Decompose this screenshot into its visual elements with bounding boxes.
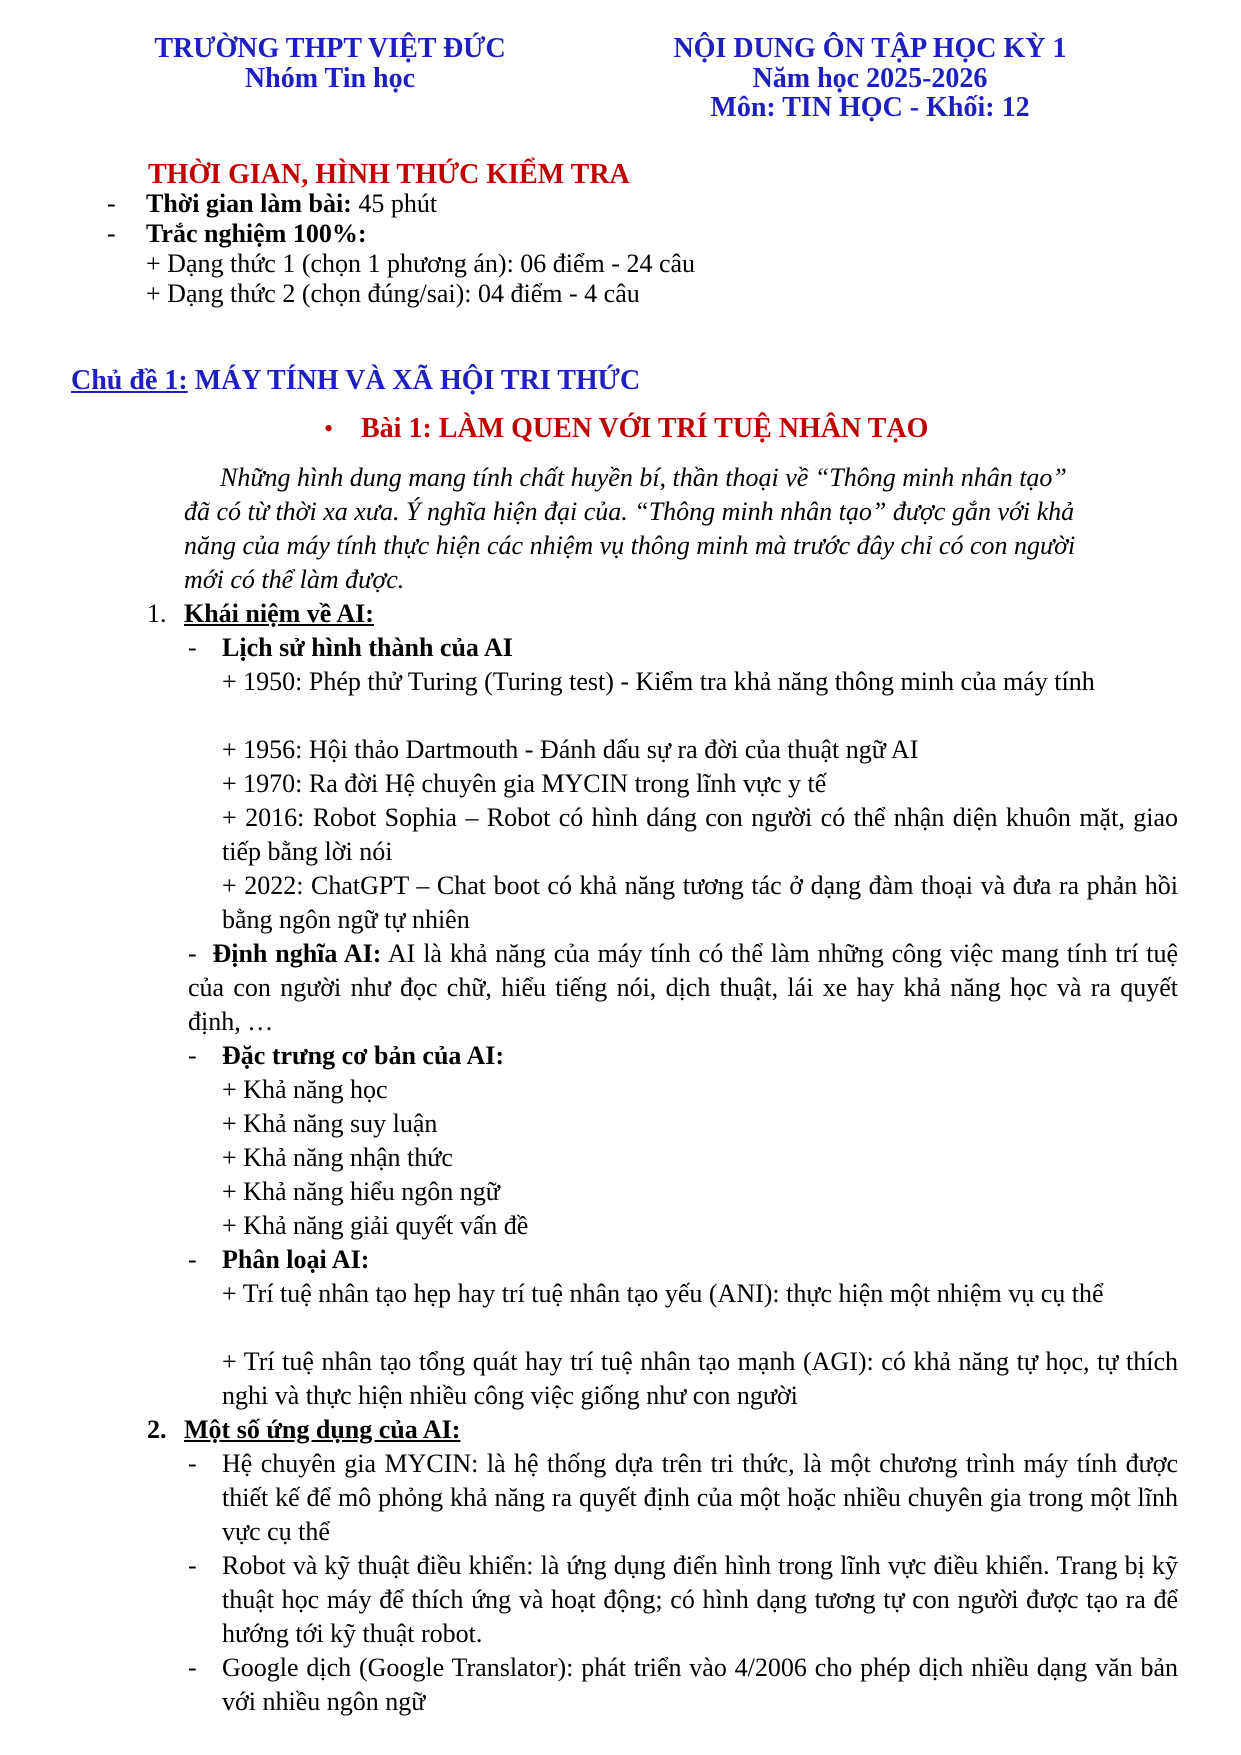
lesson-bullet: • <box>324 414 334 443</box>
lesson-title: Bài 1: LÀM QUEN VỚI TRÍ TUỆ NHÂN TẠO <box>361 413 929 444</box>
history-item: + 1970: Ra đời Hệ chuyên gia MYCIN trong lĩnh vực y tế <box>222 769 827 798</box>
school-name: TRƯỜNG THPT VIỆT ĐỨC <box>154 33 506 64</box>
definition-text: AI là khả năng của máy tính có thể làm những công việc mang tính trí tuệ của con người như đọc chữ, hiểu tiếng nói, dịch thuật, lái xe hay khả năng học và ra quyết định, … <box>188 939 1178 1036</box>
history-item: + 2016: Robot Sophia – Robot có hình dáng con người có thể nhận diện khuôn mặt, giao tiếp bằng lời nói <box>222 803 1178 866</box>
subject-grade: Môn: TIN HỌC - Khối: 12 <box>710 92 1030 123</box>
topic-title: MÁY TÍNH VÀ XÃ HỘI TRI THỨC <box>187 365 641 396</box>
classification-item: + Trí tuệ nhân tạo hẹp hay trí tuệ nhân tạo yếu (ANI): thực hiện một nhiệm vụ cụ thể <box>222 1279 1104 1308</box>
definition-paragraph <box>188 937 1178 1039</box>
intro-line: đã có từ thời xa xưa. Ý nghĩa hiện đại của. “Thông minh nhân tạo” được gắn với khả <box>184 497 1075 526</box>
list-bullet: - <box>107 219 116 248</box>
classification-label: Phân loại AI: <box>222 1245 370 1274</box>
section-number: 2. <box>147 1415 167 1444</box>
list-bullet: - <box>188 1245 197 1274</box>
list-bullet: - <box>188 1653 197 1682</box>
feature-item: + Khả năng suy luận <box>222 1109 438 1138</box>
features-label: Đặc trưng cơ bản của AI: <box>222 1041 505 1070</box>
document-title: NỘI DUNG ÔN TẬP HỌC KỲ 1 <box>673 33 1067 64</box>
exam-time <box>146 187 437 221</box>
intro-line: mới có thể làm được. <box>184 565 405 594</box>
list-bullet: - <box>188 1041 197 1070</box>
application-item: Robot và kỹ thuật điều khiển: là ứng dụng điển hình trong lĩnh vực điều khiển. Trang bị kỹ thuật học máy để thích ứng và hoạt động; có hình dạng tương tự con người được tạo ra để hướng tới kỹ thuật robot. <box>222 1551 1178 1648</box>
section-number: 1. <box>147 599 167 628</box>
list-bullet: - <box>188 1449 197 1478</box>
group-name: Nhóm Tin học <box>244 63 416 94</box>
intro-line: Những hình dung mang tính chất huyền bí, thần thoại về “Thông minh nhân tạo” <box>220 463 1067 492</box>
topic-heading <box>71 364 640 398</box>
section-title: Một số ứng dụng của AI: <box>184 1415 461 1444</box>
section-title: Khái niệm về AI: <box>184 599 374 628</box>
feature-item: + Khả năng hiểu ngôn ngữ <box>222 1177 500 1206</box>
exam-section-title: THỜI GIAN, HÌNH THỨC KIỂM TRA <box>148 159 630 190</box>
list-bullet: - <box>188 1551 197 1580</box>
exam-time-label: Thời gian làm bài: <box>146 189 352 218</box>
exam-time-value: 45 phút <box>351 189 438 218</box>
list-bullet: - <box>188 633 197 662</box>
exam-format-label: Trắc nghiệm 100%: <box>146 219 367 248</box>
intro-line: năng của máy tính thực hiện các nhiệm vụ thông minh mà trước đây chỉ có con người <box>184 531 1076 560</box>
list-bullet: - <box>188 939 197 968</box>
history-item: + 1956: Hội thảo Dartmouth - Đánh dấu sự ra đời của thuật ngữ AI <box>222 735 919 764</box>
exam-form-1: + Dạng thức 1 (chọn 1 phương án): 06 điểm - 24 câu <box>146 249 696 278</box>
feature-item: + Khả năng nhận thức <box>222 1143 453 1172</box>
history-item: + 2022: ChatGPT – Chat boot có khả năng tương tác ở dạng đàm thoại và đưa ra phản hồi bằng ngôn ngữ tự nhiên <box>222 871 1178 934</box>
list-bullet: - <box>107 189 116 218</box>
school-year: Năm học 2025-2026 <box>752 63 988 94</box>
history-label: Lịch sử hình thành của AI <box>222 633 513 662</box>
definition-label: Định nghĩa AI: <box>212 939 382 968</box>
exam-form-2: + Dạng thức 2 (chọn đúng/sai): 04 điểm - 4 câu <box>146 279 640 308</box>
topic-label: Chủ đề 1: <box>71 365 188 396</box>
classification-item: + Trí tuệ nhân tạo tổng quát hay trí tuệ nhân tạo mạnh (AGI): có khả năng tự học, tự thích nghi và thực hiện nhiều công việc giống như con người <box>222 1347 1178 1410</box>
history-item: + 1950: Phép thử Turing (Turing test) - Kiểm tra khả năng thông minh của máy tính <box>222 667 1095 696</box>
application-item: Hệ chuyên gia MYCIN: là hệ thống dựa trên tri thức, là một chương trình máy tính được thiết kế để mô phỏng khả năng ra quyết định của một hoặc nhiều chuyên gia trong một lĩnh vực cụ thể <box>222 1449 1178 1546</box>
feature-item: + Khả năng học <box>222 1075 388 1104</box>
application-item: Google dịch (Google Translator): phát triển vào 4/2006 cho phép dịch nhiều dạng văn bản với nhiều ngôn ngữ <box>222 1653 1178 1716</box>
feature-item: + Khả năng giải quyết vấn đề <box>222 1211 529 1240</box>
